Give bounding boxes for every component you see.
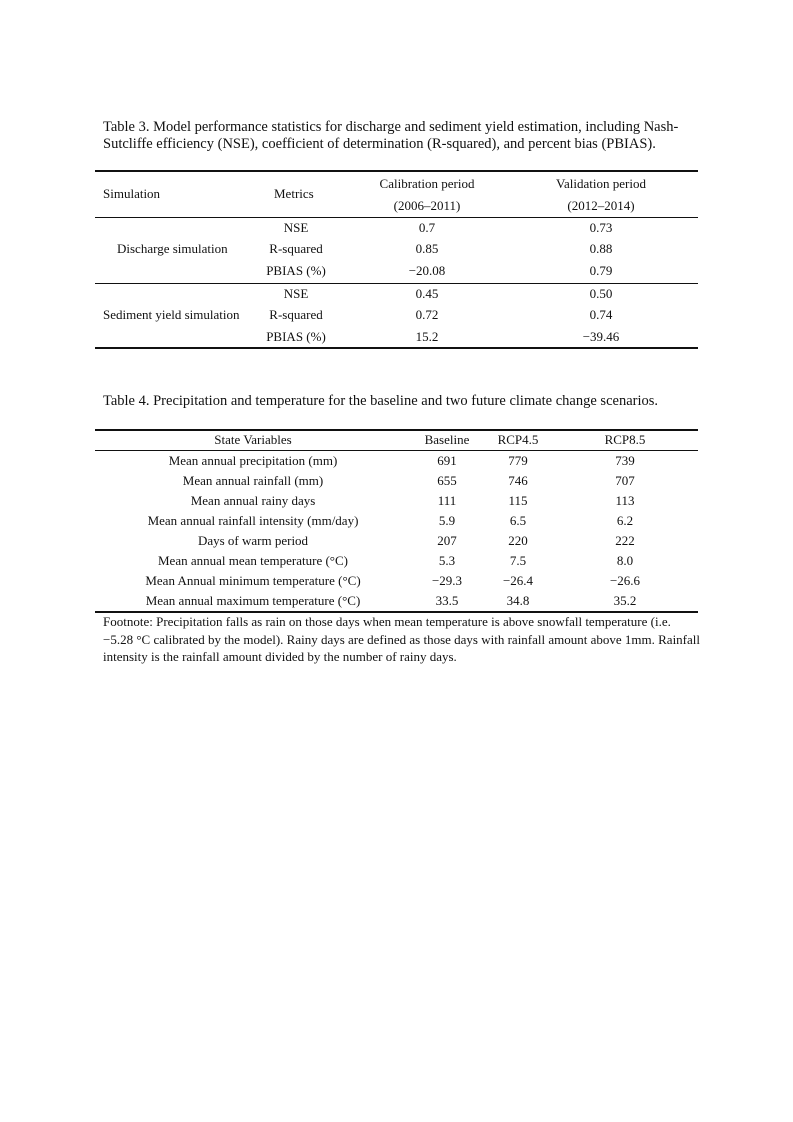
table4-row-variable: Mean annual rainfall intensity (mm/day): [147, 513, 359, 528]
table3-metric-pbias: PBIAS (%): [266, 263, 326, 278]
table3-bottom-rule: [95, 347, 698, 349]
table4-rcp45-value: −26.4: [502, 573, 534, 588]
table4-rcp45-value: 746: [508, 473, 528, 488]
table4-caption: Table 4. Precipitation and temperature for the baseline and two future climate change scenarios.: [103, 393, 659, 409]
table3-group-discharge: Discharge simulation: [117, 241, 228, 256]
table3-metric-nse: NSE: [283, 220, 309, 235]
table4-row-variable: Mean Annual minimum temperature (°C): [145, 573, 361, 588]
table3-validation-value: 0.50: [589, 286, 613, 301]
table4-rcp45-value: 6.5: [509, 513, 527, 528]
table3-validation-value: 0.73: [589, 220, 613, 235]
table4-baseline-value: 5.9: [438, 513, 456, 528]
table4-header-variable: State Variables: [214, 432, 292, 447]
table4-row-variable: Mean annual rainfall (mm): [182, 473, 324, 488]
table3-group-sediment: Sediment yield simulation: [103, 307, 240, 322]
table4-baseline-value: 111: [437, 493, 457, 508]
table4-row-variable: Days of warm period: [197, 533, 309, 548]
table4-header-rule: [95, 450, 698, 451]
table4-rcp85-value: 113: [615, 493, 635, 508]
table3-metric-nse: NSE: [283, 286, 309, 301]
table4-header-rcp85: RCP8.5: [604, 432, 646, 447]
table3-calibration-value: 0.85: [415, 241, 439, 256]
table4-rcp45-value: 779: [508, 453, 528, 468]
table4-row-variable: Mean annual maximum temperature (°C): [145, 593, 361, 608]
table4-rcp85-value: 707: [615, 473, 635, 488]
table4-row-variable: Mean annual precipitation (mm): [168, 453, 338, 468]
table3-top-rule: [95, 170, 698, 172]
table3-group-rule: [95, 283, 698, 284]
table3-validation-value: 0.79: [589, 263, 613, 278]
table3-calibration-value: 0.7: [418, 220, 436, 235]
table3-caption: Table 3. Model performance statistics for discharge and sediment yield estimation, including Nash-Sutcliffe efficiency (NSE), coefficient of determination (R-squared), and percent bias (PBIAS).: [103, 119, 679, 152]
table4-rcp85-value: 35.2: [613, 593, 637, 608]
table3-calibration-value: −20.08: [408, 263, 446, 278]
table3-metric-r-squared: R-squared: [269, 307, 323, 322]
table3-metric-pbias: PBIAS (%): [266, 329, 326, 344]
table4-header-rcp45: RCP4.5: [497, 432, 539, 447]
table4-rcp85-value: 222: [615, 533, 635, 548]
table3-validation-value: −39.46: [582, 329, 620, 344]
table4-rcp85-value: −26.6: [609, 573, 641, 588]
table4-baseline-value: 655: [437, 473, 457, 488]
table3-calibration-value: 0.45: [415, 286, 439, 301]
table3-header-metrics: Metrics: [274, 186, 314, 201]
table4-rcp45-value: 115: [508, 493, 528, 508]
table3-header-validation-years: (2012–2014): [567, 198, 635, 213]
table4-rcp45-value: 7.5: [509, 553, 527, 568]
table4-baseline-value: 691: [437, 453, 457, 468]
table4-rcp45-value: 220: [508, 533, 528, 548]
table4-baseline-value: −29.3: [431, 573, 463, 588]
table4-top-rule: [95, 429, 698, 431]
table3-metric-r-squared: R-squared: [269, 241, 323, 256]
table4-rcp85-value: 6.2: [616, 513, 634, 528]
table4-baseline-value: 207: [437, 533, 457, 548]
table4-rcp45-value: 34.8: [506, 593, 530, 608]
table3-calibration-value: 0.72: [415, 307, 439, 322]
table3-header-simulation: Simulation: [103, 186, 161, 201]
table3-calibration-value: 15.2: [415, 329, 439, 344]
table4-header-baseline: Baseline: [424, 432, 470, 447]
table3-header-rule: [95, 217, 698, 218]
table4-baseline-value: 33.5: [435, 593, 459, 608]
table3-validation-value: 0.74: [589, 307, 613, 322]
table3-header-calibration-years: (2006–2011): [393, 198, 461, 213]
table4-footnote: Footnote: Precipitation falls as rain on those days when mean temperature is above snowfall temperature (i.e. −5.28 °C calibrated by the model). Rainy days are defined as those days with rainfall amount above 1mm. Rainfall intensity is the rainfall amount divided by the number of rainy days.: [103, 614, 701, 664]
table3-header-calibration: Calibration period: [379, 176, 475, 191]
table4-row-variable: Mean annual rainy days: [190, 493, 316, 508]
table4-rcp85-value: 8.0: [616, 553, 634, 568]
table4-row-variable: Mean annual mean temperature (°C): [157, 553, 349, 568]
table3-validation-value: 0.88: [589, 241, 613, 256]
table4-rcp85-value: 739: [615, 453, 635, 468]
table3-header-validation: Validation period: [556, 176, 646, 191]
table4-baseline-value: 5.3: [438, 553, 456, 568]
